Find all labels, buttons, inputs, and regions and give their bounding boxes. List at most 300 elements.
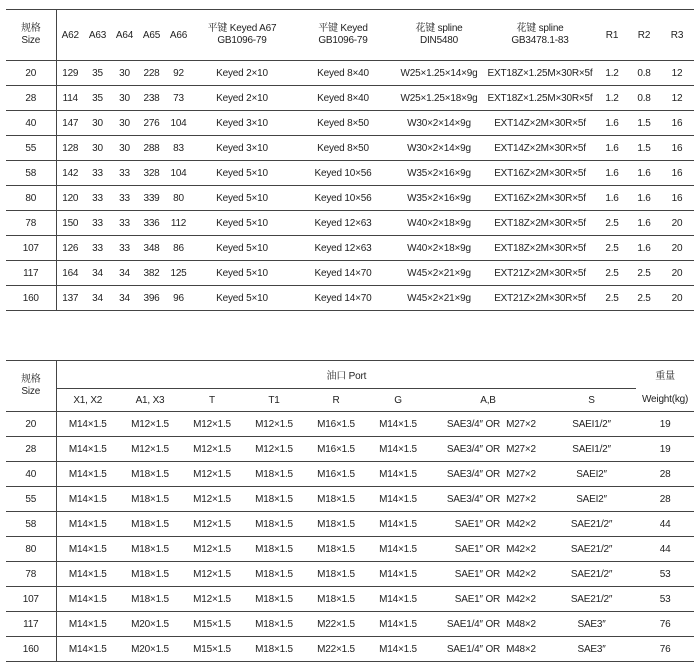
- table-cell: 30: [111, 86, 138, 111]
- table-cell: 20: [660, 236, 694, 261]
- table-cell: M14×1.5: [367, 587, 429, 612]
- table-cell: W35×2×16×9g: [394, 186, 484, 211]
- table-cell: 73: [165, 86, 192, 111]
- dimensions-header-row: [6, 10, 694, 61]
- table-cell: EXT16Z×2M×30R×5f: [484, 186, 596, 211]
- table-cell: M14×1.5: [56, 487, 119, 512]
- spline2-header-line2: GB3478.1-83: [511, 35, 569, 46]
- table-cell: M14×1.5: [56, 437, 119, 462]
- table-cell: 20: [6, 412, 56, 437]
- table-cell: 2.5: [628, 286, 660, 311]
- table-row: [6, 61, 694, 86]
- ab-header: A,B: [429, 389, 547, 412]
- table-cell: W25×1.25×18×9g: [394, 86, 484, 111]
- table-cell: 55: [6, 136, 56, 161]
- table-cell: 107: [6, 587, 56, 612]
- table-cell: 92: [165, 61, 192, 86]
- table-cell: Keyed 5×10: [192, 236, 292, 261]
- table-cell: 339: [138, 186, 165, 211]
- table-cell: M14×1.5: [367, 437, 429, 462]
- table-cell: 86: [165, 236, 192, 261]
- table-cell: M15×1.5: [181, 612, 243, 637]
- table-cell: M18×1.5: [243, 587, 305, 612]
- table-cell: M14×1.5: [56, 562, 119, 587]
- table-cell: 76: [636, 637, 694, 662]
- table-cell: 78: [6, 562, 56, 587]
- table-cell: 34: [84, 261, 111, 286]
- table-cell: 1.6: [628, 236, 660, 261]
- ab-sae-value: SAE3/4″ OR: [446, 443, 501, 455]
- table-cell: 34: [84, 286, 111, 311]
- table-cell: 147: [56, 111, 84, 136]
- table-cell: W45×2×21×9g: [394, 261, 484, 286]
- table-cell: 276: [138, 111, 165, 136]
- table-cell: W40×2×18×9g: [394, 211, 484, 236]
- table-cell: M14×1.5: [367, 637, 429, 662]
- table-cell: M12×1.5: [181, 562, 243, 587]
- size-header-cn: 规格: [20, 23, 41, 34]
- table-cell: M14×1.5: [367, 412, 429, 437]
- table-cell: Keyed 5×10: [192, 261, 292, 286]
- table-cell: 83: [165, 136, 192, 161]
- table-row: [6, 537, 694, 562]
- table-cell: 16: [660, 136, 694, 161]
- table-cell: 80: [6, 537, 56, 562]
- table-cell: 28: [6, 86, 56, 111]
- table-cell: M18×1.5: [305, 487, 367, 512]
- table-cell: 34: [111, 286, 138, 311]
- table-cell: EXT16Z×2M×30R×5f: [484, 161, 596, 186]
- table-row: [6, 437, 694, 462]
- table-cell: 150: [56, 211, 84, 236]
- table-row: [6, 86, 694, 111]
- table-cell: M14×1.5: [367, 537, 429, 562]
- a1x3-header: A1, X3: [119, 389, 181, 412]
- a62-header: A62: [56, 10, 84, 61]
- table-cell: 1.6: [596, 111, 628, 136]
- table-cell: 80: [165, 186, 192, 211]
- table-cell: Keyed 8×40: [292, 61, 394, 86]
- table-cell: M14×1.5: [56, 637, 119, 662]
- table-cell: M12×1.5: [181, 437, 243, 462]
- table-cell: 129: [56, 61, 84, 86]
- table-cell: Keyed 14×70: [292, 286, 394, 311]
- table-cell: 76: [636, 612, 694, 637]
- table-cell: 34: [111, 261, 138, 286]
- ab-sae-value: SAE3/4″ OR: [446, 493, 501, 505]
- table-cell: 20: [660, 261, 694, 286]
- table-cell: EXT18Z×1.25M×30R×5f: [484, 86, 596, 111]
- table-cell: M18×1.5: [243, 612, 305, 637]
- key2-header: [292, 10, 394, 61]
- table-cell: Keyed 5×10: [192, 286, 292, 311]
- table-cell: M14×1.5: [56, 612, 119, 637]
- table-cell: 96: [165, 286, 192, 311]
- table-cell: M22×1.5: [305, 612, 367, 637]
- size-header: [6, 10, 56, 61]
- table-cell: Keyed 3×10: [192, 136, 292, 161]
- table-cell: 288: [138, 136, 165, 161]
- table-row: [6, 612, 694, 637]
- table-cell: 238: [138, 86, 165, 111]
- table-cell: 12: [660, 86, 694, 111]
- table-cell: M18×1.5: [119, 512, 181, 537]
- table-cell: Keyed 12×63: [292, 211, 394, 236]
- table-cell: 137: [56, 286, 84, 311]
- table-cell: 120: [56, 186, 84, 211]
- table-cell: 1.5: [628, 136, 660, 161]
- table-cell: M16×1.5: [305, 437, 367, 462]
- table-cell: W40×2×18×9g: [394, 236, 484, 261]
- table-cell: 396: [138, 286, 165, 311]
- table-cell: 20: [660, 211, 694, 236]
- table-cell: 16: [660, 186, 694, 211]
- table-cell: M18×1.5: [305, 537, 367, 562]
- table-cell: W25×1.25×14×9g: [394, 61, 484, 86]
- table-row: [6, 637, 694, 662]
- a63-header: A63: [84, 10, 111, 61]
- ab-cell: [429, 512, 547, 537]
- table-cell: 28: [636, 462, 694, 487]
- table-cell: 33: [84, 236, 111, 261]
- ports-table: [6, 360, 694, 662]
- spline1-header: [394, 10, 484, 61]
- table-cell: 12: [660, 61, 694, 86]
- table-cell: 35: [84, 61, 111, 86]
- table-cell: M14×1.5: [367, 562, 429, 587]
- table-cell: EXT18Z×2M×30R×5f: [484, 236, 596, 261]
- table-cell: SAE21/2″: [547, 562, 636, 587]
- table-cell: 382: [138, 261, 165, 286]
- table-cell: Keyed 2×10: [192, 61, 292, 86]
- table-cell: EXT14Z×2M×30R×5f: [484, 136, 596, 161]
- table-cell: SAE3″: [547, 612, 636, 637]
- table-cell: Keyed 5×10: [192, 186, 292, 211]
- table-cell: SAE21/2″: [547, 537, 636, 562]
- table-cell: 336: [138, 211, 165, 236]
- table-cell: M12×1.5: [181, 587, 243, 612]
- table-row: [6, 161, 694, 186]
- table-cell: 1.5: [628, 111, 660, 136]
- table-cell: M20×1.5: [119, 612, 181, 637]
- table-cell: M14×1.5: [56, 512, 119, 537]
- table-cell: M12×1.5: [119, 412, 181, 437]
- ab-sae-value: SAE1″ OR: [454, 518, 501, 530]
- port-header: 油口 Port: [56, 361, 636, 389]
- table-cell: M14×1.5: [56, 537, 119, 562]
- size-header-en: Size: [21, 35, 41, 46]
- ab-sae-value: SAE3/4″ OR: [446, 418, 501, 430]
- table-cell: 1.6: [596, 161, 628, 186]
- key1-header-line1: 平键 Keyed A67: [207, 23, 277, 34]
- table-cell: 30: [111, 61, 138, 86]
- weight-header-en: Weight(kg): [636, 389, 694, 412]
- table-cell: Keyed 8×50: [292, 111, 394, 136]
- table-cell: M18×1.5: [119, 487, 181, 512]
- dimensions-table: [6, 9, 694, 311]
- key1-header: [192, 10, 292, 61]
- table-row: [6, 562, 694, 587]
- table-cell: 125: [165, 261, 192, 286]
- table-cell: 30: [111, 136, 138, 161]
- table-cell: SAEI2″: [547, 487, 636, 512]
- table-cell: 1.6: [628, 161, 660, 186]
- table-cell: 2.5: [596, 236, 628, 261]
- table-cell: 53: [636, 562, 694, 587]
- table-cell: 2.5: [596, 286, 628, 311]
- table-cell: 117: [6, 261, 56, 286]
- table-row: [6, 512, 694, 537]
- table-cell: 328: [138, 161, 165, 186]
- table-cell: 40: [6, 111, 56, 136]
- table-row: [6, 587, 694, 612]
- table-cell: Keyed 5×10: [192, 211, 292, 236]
- table-cell: 1.2: [596, 86, 628, 111]
- table-row: [6, 286, 694, 311]
- table-cell: 0.8: [628, 86, 660, 111]
- table-cell: 30: [84, 111, 111, 136]
- table-cell: M12×1.5: [119, 437, 181, 462]
- table-cell: M18×1.5: [119, 587, 181, 612]
- table-cell: 1.6: [628, 186, 660, 211]
- table-cell: M18×1.5: [305, 587, 367, 612]
- ab-sae-value: SAE3/4″ OR: [446, 468, 501, 480]
- table-cell: 128: [56, 136, 84, 161]
- x1x2-header: X1, X2: [56, 389, 119, 412]
- table-cell: M18×1.5: [243, 637, 305, 662]
- table-cell: M14×1.5: [367, 487, 429, 512]
- ab-sae-value: SAE1″ OR: [454, 543, 501, 555]
- table-cell: 30: [84, 136, 111, 161]
- table-cell: M18×1.5: [119, 562, 181, 587]
- ab-sae-value: SAE1″ OR: [454, 593, 501, 605]
- table-cell: 107: [6, 236, 56, 261]
- r-header: R: [305, 389, 367, 412]
- s-header: S: [547, 389, 636, 412]
- table-cell: M14×1.5: [56, 462, 119, 487]
- a66-header: A66: [165, 10, 192, 61]
- size-header-en: Size: [21, 386, 41, 397]
- table-cell: M12×1.5: [181, 412, 243, 437]
- table-cell: M20×1.5: [119, 637, 181, 662]
- table-cell: Keyed 5×10: [192, 161, 292, 186]
- spline2-header: [484, 10, 596, 61]
- table-cell: M22×1.5: [305, 637, 367, 662]
- ab-metric-value: M48×2: [506, 618, 536, 630]
- table-row: [6, 136, 694, 161]
- table-row: [6, 462, 694, 487]
- table-cell: M12×1.5: [181, 512, 243, 537]
- table-cell: 28: [636, 487, 694, 512]
- table-cell: 78: [6, 211, 56, 236]
- table-cell: 142: [56, 161, 84, 186]
- table-row: [6, 111, 694, 136]
- table-cell: EXT21Z×2M×30R×5f: [484, 286, 596, 311]
- key2-header-line2: GB1096-79: [318, 35, 368, 46]
- ab-metric-value: M27×2: [506, 418, 536, 430]
- weight-header-cn: 重量: [655, 371, 675, 383]
- table-cell: SAE21/2″: [547, 587, 636, 612]
- table-cell: 16: [660, 161, 694, 186]
- table-cell: M14×1.5: [367, 512, 429, 537]
- table-cell: 33: [84, 211, 111, 236]
- r2-header: R2: [628, 10, 660, 61]
- table-cell: W35×2×16×9g: [394, 161, 484, 186]
- key2-header-line1: 平键 Keyed: [318, 23, 368, 34]
- table-cell: 33: [111, 211, 138, 236]
- table-cell: 19: [636, 437, 694, 462]
- table-cell: M12×1.5: [181, 487, 243, 512]
- table-cell: 33: [111, 161, 138, 186]
- table-cell: Keyed 2×10: [192, 86, 292, 111]
- size-header: [6, 361, 56, 412]
- table-cell: 19: [636, 412, 694, 437]
- table-row: [6, 236, 694, 261]
- r3-header: R3: [660, 10, 694, 61]
- table-row: [6, 261, 694, 286]
- size-header-cn: 规格: [20, 374, 41, 385]
- table-cell: M18×1.5: [243, 562, 305, 587]
- table-cell: 160: [6, 286, 56, 311]
- ab-cell: [429, 637, 547, 662]
- table-cell: M18×1.5: [305, 562, 367, 587]
- table-cell: EXT18Z×1.25M×30R×5f: [484, 61, 596, 86]
- spline2-header-line1: 花键 spline: [516, 23, 564, 34]
- ab-cell: [429, 487, 547, 512]
- table-cell: 164: [56, 261, 84, 286]
- table-cell: SAE3″: [547, 637, 636, 662]
- table-cell: M18×1.5: [119, 537, 181, 562]
- table-cell: 104: [165, 111, 192, 136]
- ab-metric-value: M27×2: [506, 468, 536, 480]
- ab-metric-value: M42×2: [506, 593, 536, 605]
- table-cell: 112: [165, 211, 192, 236]
- ab-metric-value: M27×2: [506, 493, 536, 505]
- table-row: [6, 186, 694, 211]
- table-cell: 33: [84, 161, 111, 186]
- table-cell: M18×1.5: [243, 512, 305, 537]
- t-header: T: [181, 389, 243, 412]
- table-cell: 55: [6, 487, 56, 512]
- table-cell: 16: [660, 111, 694, 136]
- table-cell: 1.6: [596, 136, 628, 161]
- ab-cell: [429, 612, 547, 637]
- ab-cell: [429, 412, 547, 437]
- table-cell: 114: [56, 86, 84, 111]
- table-cell: M18×1.5: [305, 512, 367, 537]
- table-cell: Keyed 3×10: [192, 111, 292, 136]
- table-cell: M16×1.5: [305, 462, 367, 487]
- table-cell: W30×2×14×9g: [394, 111, 484, 136]
- ab-cell: [429, 537, 547, 562]
- table-cell: 0.8: [628, 61, 660, 86]
- t1-header: T1: [243, 389, 305, 412]
- table-cell: 33: [84, 186, 111, 211]
- table-cell: 160: [6, 637, 56, 662]
- table-cell: 20: [6, 61, 56, 86]
- table-row: [6, 412, 694, 437]
- table-cell: Keyed 10×56: [292, 186, 394, 211]
- ab-metric-value: M42×2: [506, 543, 536, 555]
- table-cell: Keyed 8×40: [292, 86, 394, 111]
- key1-header-line2: GB1096-79: [217, 35, 267, 46]
- table-cell: M14×1.5: [56, 587, 119, 612]
- ab-sae-value: SAE1/4″ OR: [446, 618, 501, 630]
- table-cell: 58: [6, 161, 56, 186]
- table-cell: 40: [6, 462, 56, 487]
- table-cell: 117: [6, 612, 56, 637]
- table-cell: 58: [6, 512, 56, 537]
- table-cell: 2.5: [628, 261, 660, 286]
- ab-cell: [429, 437, 547, 462]
- table-cell: M12×1.5: [181, 537, 243, 562]
- table-cell: M14×1.5: [367, 462, 429, 487]
- table-row: [6, 211, 694, 236]
- a64-header: A64: [111, 10, 138, 61]
- table-cell: M18×1.5: [243, 462, 305, 487]
- table-cell: M15×1.5: [181, 637, 243, 662]
- table-cell: Keyed 10×56: [292, 161, 394, 186]
- table-cell: 2.5: [596, 261, 628, 286]
- ports-header-row-1: [6, 361, 694, 389]
- table-cell: SAEI1/2″: [547, 412, 636, 437]
- table-cell: 1.2: [596, 61, 628, 86]
- table-cell: 35: [84, 86, 111, 111]
- table-cell: 30: [111, 111, 138, 136]
- table-cell: 28: [6, 437, 56, 462]
- table-cell: 2.5: [596, 211, 628, 236]
- table-cell: Keyed 14×70: [292, 261, 394, 286]
- table-cell: 104: [165, 161, 192, 186]
- table-cell: 33: [111, 236, 138, 261]
- table-cell: M18×1.5: [243, 487, 305, 512]
- table-cell: M18×1.5: [119, 462, 181, 487]
- r1-header: R1: [596, 10, 628, 61]
- table-cell: EXT21Z×2M×30R×5f: [484, 261, 596, 286]
- table-cell: M12×1.5: [243, 412, 305, 437]
- table-cell: 53: [636, 587, 694, 612]
- ab-metric-value: M27×2: [506, 443, 536, 455]
- table-cell: M12×1.5: [181, 462, 243, 487]
- spline1-header-line1: 花键 spline: [415, 23, 463, 34]
- g-header: G: [367, 389, 429, 412]
- table-row: [6, 487, 694, 512]
- ab-sae-value: SAE1/4″ OR: [446, 643, 501, 655]
- table-cell: M14×1.5: [367, 612, 429, 637]
- table-cell: W30×2×14×9g: [394, 136, 484, 161]
- ab-metric-value: M48×2: [506, 643, 536, 655]
- ab-metric-value: M42×2: [506, 568, 536, 580]
- table-cell: Keyed 12×63: [292, 236, 394, 261]
- ab-sae-value: SAE1″ OR: [454, 568, 501, 580]
- table-cell: M14×1.5: [56, 412, 119, 437]
- a65-header: A65: [138, 10, 165, 61]
- table-cell: SAEI1/2″: [547, 437, 636, 462]
- spline1-header-line2: DIN5480: [419, 35, 459, 46]
- table-cell: 126: [56, 236, 84, 261]
- table-cell: SAE21/2″: [547, 512, 636, 537]
- table-cell: 80: [6, 186, 56, 211]
- ab-metric-value: M42×2: [506, 518, 536, 530]
- table-cell: 44: [636, 512, 694, 537]
- table-cell: EXT14Z×2M×30R×5f: [484, 111, 596, 136]
- table-cell: SAEI2″: [547, 462, 636, 487]
- ab-cell: [429, 462, 547, 487]
- ab-cell: [429, 587, 547, 612]
- table-cell: 228: [138, 61, 165, 86]
- table-cell: 33: [111, 186, 138, 211]
- table-cell: M18×1.5: [243, 537, 305, 562]
